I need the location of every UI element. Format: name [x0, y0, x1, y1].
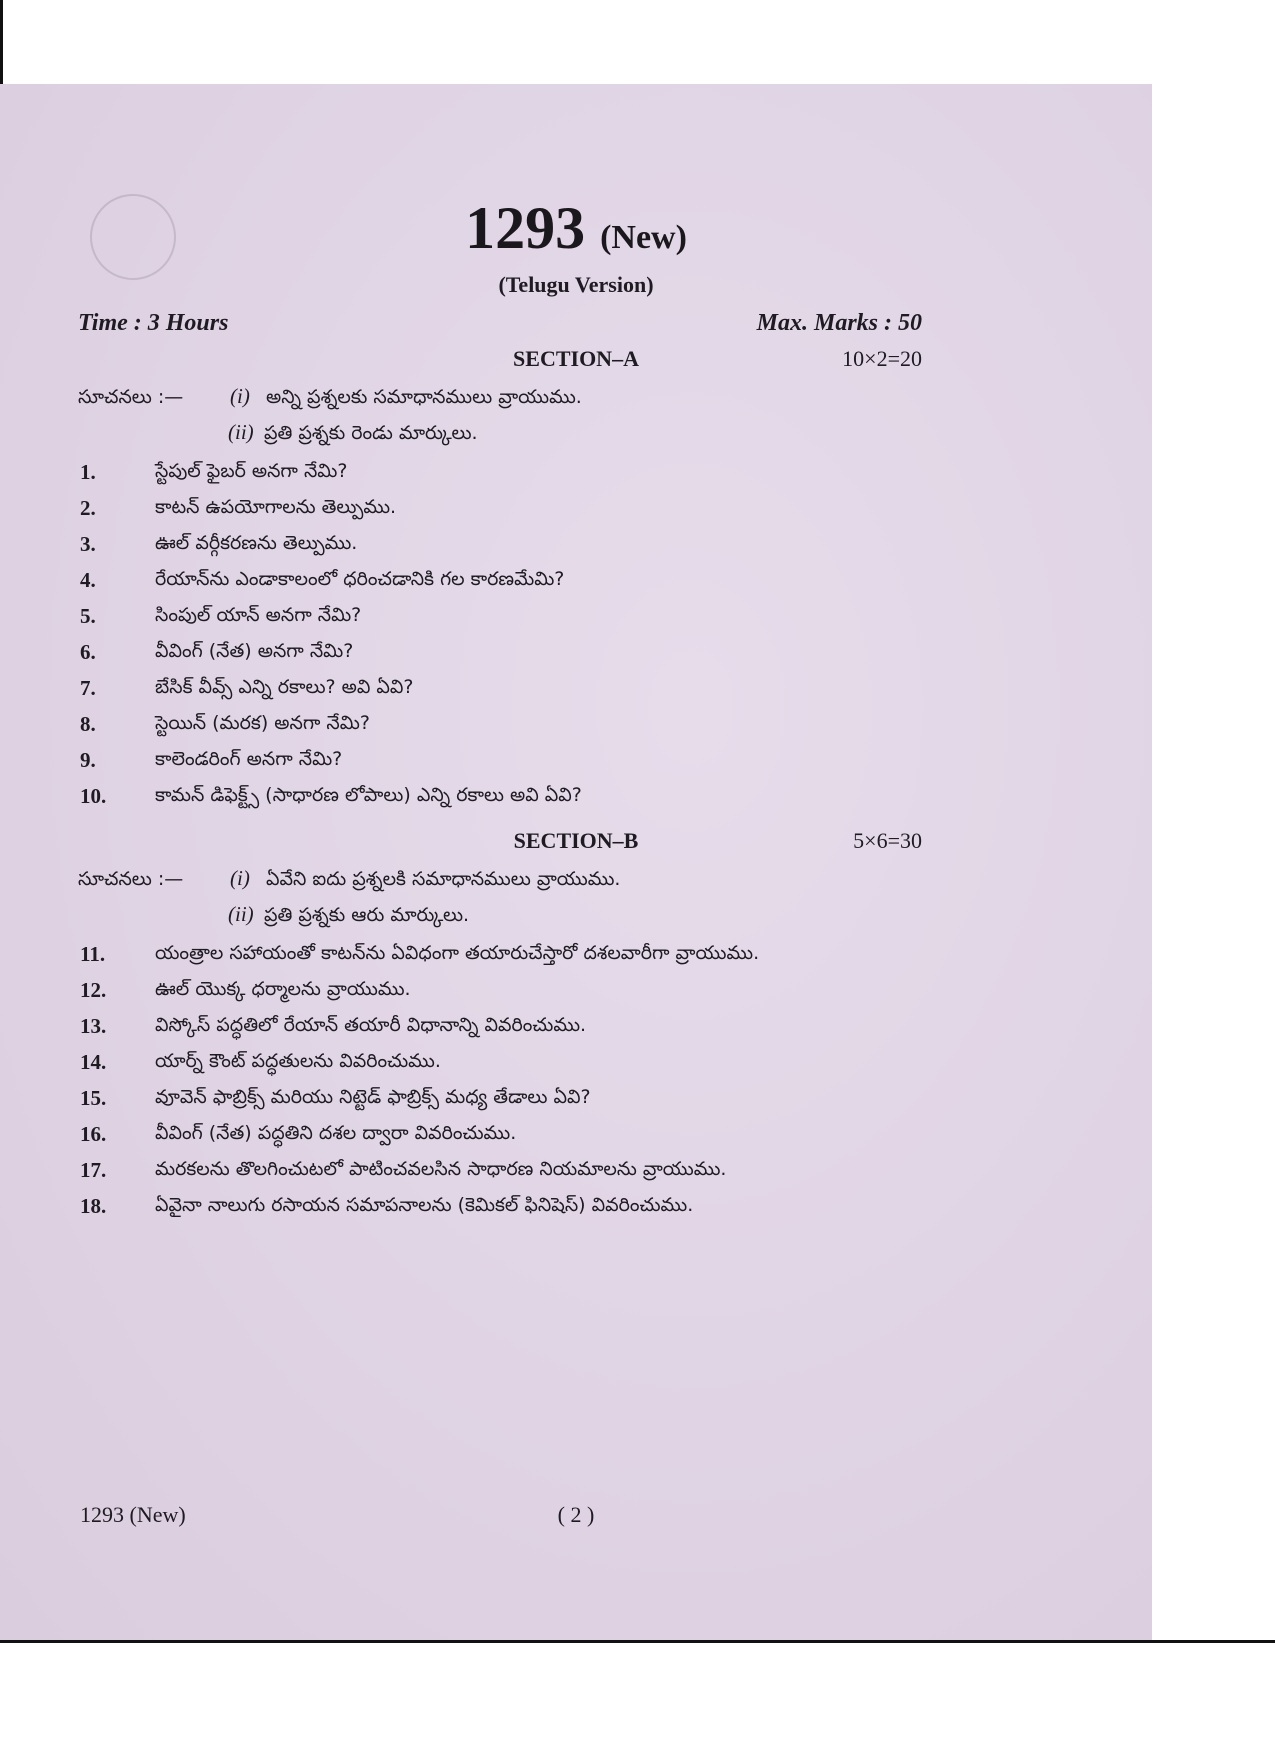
question-number: 6. — [80, 640, 96, 664]
time-label: Time : 3 Hours — [78, 310, 229, 336]
instruction-number: (i) — [230, 384, 250, 408]
question-number: 7. — [80, 676, 96, 700]
paper-code: 1293 — [465, 195, 586, 261]
question-number: 2. — [80, 496, 96, 520]
section-a-instruction — [228, 420, 478, 449]
question-number: 8. — [80, 712, 96, 736]
section-b-title: SECTION–B — [513, 828, 639, 853]
section-a-title: SECTION–A — [513, 346, 639, 371]
question-text: స్టేపుల్ ఫైబర్ అనగా నేమి? — [155, 460, 348, 482]
question-number: 13. — [80, 1014, 107, 1038]
paper-suffix: (New) — [600, 219, 687, 256]
question-text: యంత్రాల సహాయంతో కాటన్‌ను ఏవిధంగా తయారుచేస్తారో దశలవారీగా వ్రాయుము. — [155, 942, 760, 964]
instruction-number: (ii) — [228, 420, 254, 444]
question-text: యార్న్ కౌంట్ పద్ధతులను వివరించుము. — [155, 1050, 441, 1072]
section-a-marks: 10×2=20 — [842, 346, 922, 371]
section-b-instruction — [228, 902, 469, 931]
instruction-text: ప్రతి ప్రశ్నకు రెండు మార్కులు. — [264, 422, 478, 444]
question-text: బేసిక్ వీవ్స్ ఎన్ని రకాలు? అవి ఏవి? — [155, 676, 414, 698]
question-number: 16. — [80, 1122, 107, 1146]
question-number: 15. — [80, 1086, 107, 1110]
question-text: రేయాన్‌ను ఎండాకాలంలో ధరించడానికి గల కారణమేమి? — [155, 568, 565, 590]
paper-code-title — [0, 194, 1152, 263]
section-b-instructions-label: సూచనలు :— — [78, 868, 184, 890]
question-text: కాలెండరింగ్ అనగా నేమి? — [155, 748, 343, 770]
exam-page — [0, 84, 1152, 1640]
question-number: 1. — [80, 460, 96, 484]
question-number: 10. — [80, 784, 107, 808]
max-marks-label: Max. Marks : 50 — [756, 310, 922, 336]
section-b-instruction — [230, 866, 620, 895]
instruction-text: ప్రతి ప్రశ్నకు ఆరు మార్కులు. — [264, 904, 470, 926]
question-number: 18. — [80, 1194, 107, 1218]
footer-paper-code: 1293 (New) — [80, 1502, 186, 1527]
question-text: కామన్ డిఫెక్ట్స్ (సాధారణ లోపాలు) ఎన్ని రకాలు అవి ఏవి? — [155, 784, 582, 806]
section-a-instructions-label: సూచనలు :— — [78, 386, 184, 408]
section-a-instruction — [230, 384, 582, 413]
question-text: స్టెయిన్ (మరక) అనగా నేమి? — [155, 712, 370, 734]
question-text: కాటన్ ఉపయోగాలను తెల్పుము. — [155, 496, 397, 518]
question-number: 17. — [80, 1158, 107, 1182]
question-number: 14. — [80, 1050, 107, 1074]
question-text: విస్కోస్ పద్ధతిలో రేయాన్ తయారీ విధానాన్ని వివరించుము. — [155, 1014, 587, 1036]
question-text: ఊల్ వర్గీకరణను తెల్పుము. — [155, 532, 358, 554]
version-label: (Telugu Version) — [498, 272, 654, 297]
section-b-marks: 5×6=30 — [853, 828, 922, 853]
question-text: వీవింగ్ (నేత) పద్ధతిని దశల ద్వారా వివరించుము. — [155, 1122, 517, 1144]
question-number: 3. — [80, 532, 96, 556]
question-text: సింపుల్ యాన్ అనగా నేమి? — [155, 604, 362, 626]
page-number: ( 2 ) — [557, 1502, 595, 1527]
question-text: వీవింగ్ (నేత) అనగా నేమి? — [155, 640, 354, 662]
question-text: ఏవైనా నాలుగు రసాయన సమాపనాలను (కెమికల్ ఫినిషెస్) వివరించుము. — [155, 1194, 694, 1216]
question-number: 9. — [80, 748, 96, 772]
instruction-text: ఏవేని ఐదు ప్రశ్నలకి సమాధానములు వ్రాయుము. — [266, 868, 621, 890]
question-number: 11. — [80, 942, 106, 966]
question-text: ఊల్ యొక్క ధర్మాలను వ్రాయుము. — [155, 978, 411, 1000]
question-number: 4. — [80, 568, 96, 592]
question-number: 12. — [80, 978, 107, 1002]
question-text: మరకలను తొలగించుటలో పాటించవలసిన సాధారణ నియమాలను వ్రాయుము. — [155, 1158, 727, 1180]
scan-edge — [0, 0, 3, 84]
scan-edge — [0, 1640, 1275, 1643]
instruction-number: (ii) — [228, 902, 254, 926]
question-number: 5. — [80, 604, 96, 628]
instruction-text: అన్ని ప్రశ్నలకు సమాధానములు వ్రాయుము. — [266, 386, 582, 408]
question-text: వూవెన్ ఫాబ్రిక్స్ మరియు నిట్టెడ్ ఫాబ్రిక్స్ మధ్య తేడాలు ఏవి? — [155, 1086, 591, 1108]
instruction-number: (i) — [230, 866, 250, 890]
